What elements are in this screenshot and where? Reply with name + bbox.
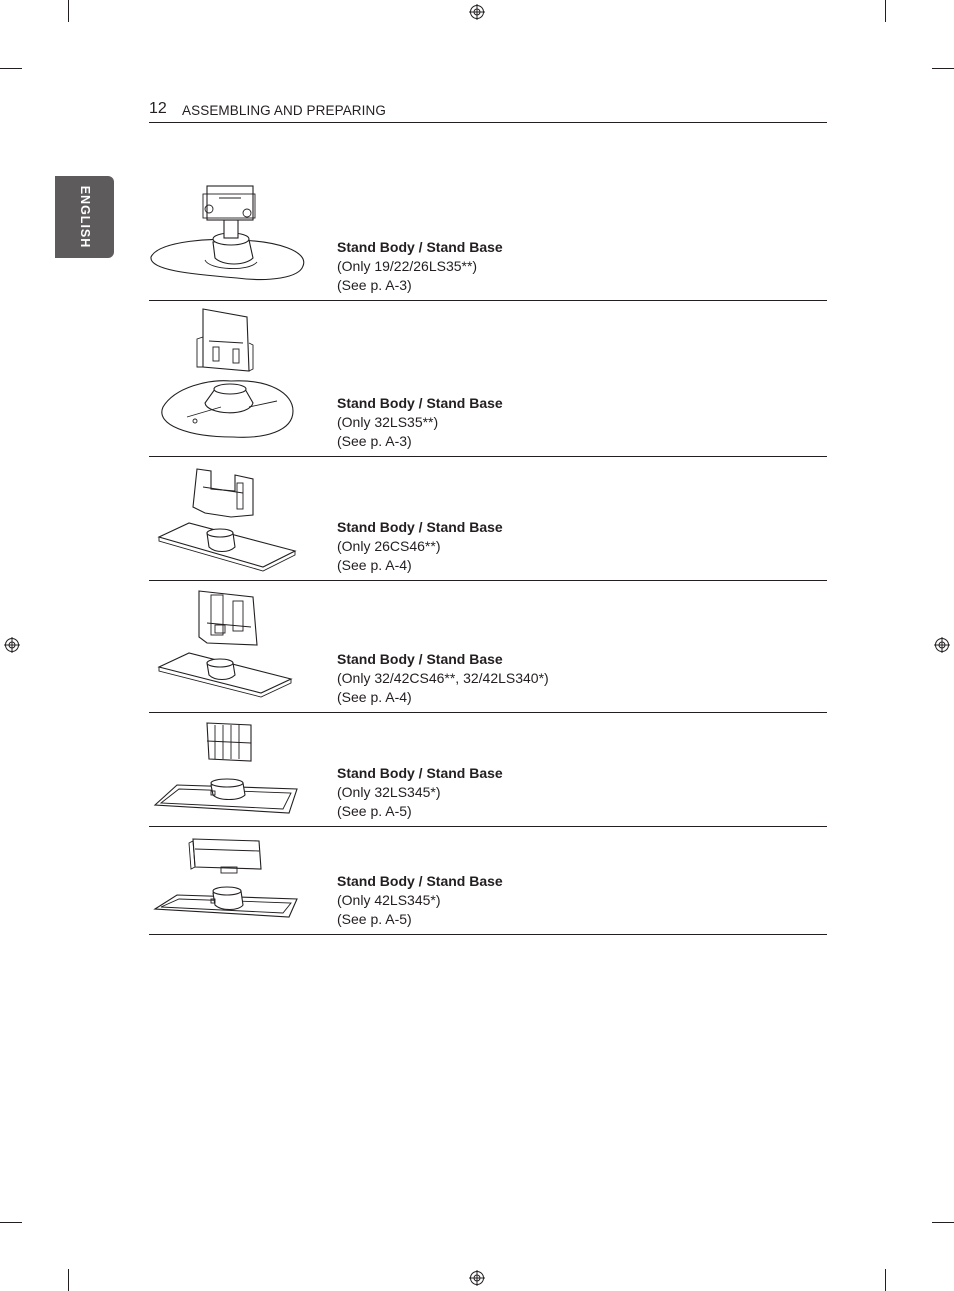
item-models: (Only 42LS345*) <box>337 892 441 908</box>
table-row <box>149 827 827 935</box>
table-row <box>149 581 827 713</box>
crop-mark <box>932 1222 954 1223</box>
table-row <box>149 457 827 581</box>
item-title: Stand Body / Stand Base <box>337 239 503 255</box>
item-title: Stand Body / Stand Base <box>337 395 503 411</box>
page-header <box>149 100 827 123</box>
registration-mark-icon <box>4 637 20 653</box>
table-row <box>149 176 827 301</box>
stand-body-base-illustration <box>149 182 314 294</box>
crop-mark <box>0 68 22 69</box>
table-row <box>149 713 827 827</box>
page-number: 12 <box>149 100 167 117</box>
item-reference: (See p. A-4) <box>337 557 412 573</box>
item-description <box>337 518 503 575</box>
item-title: Stand Body / Stand Base <box>337 873 503 889</box>
item-title: Stand Body / Stand Base <box>337 519 503 535</box>
item-reference: (See p. A-4) <box>337 689 412 705</box>
item-models: (Only 32/42CS46**, 32/42LS340*) <box>337 670 549 686</box>
crop-mark <box>932 68 954 69</box>
table-row <box>149 301 827 457</box>
registration-mark-icon <box>934 637 950 653</box>
parts-table <box>149 176 827 935</box>
item-reference: (See p. A-3) <box>337 277 412 293</box>
language-tab <box>55 176 114 258</box>
crop-mark <box>0 1222 22 1223</box>
stand-body-base-illustration <box>149 463 314 575</box>
item-title: Stand Body / Stand Base <box>337 765 503 781</box>
item-reference: (See p. A-3) <box>337 433 412 449</box>
item-title: Stand Body / Stand Base <box>337 651 503 667</box>
item-description <box>337 872 503 929</box>
item-description <box>337 650 549 707</box>
language-tab-label: ENGLISH <box>77 185 92 249</box>
crop-mark <box>68 0 69 22</box>
item-reference: (See p. A-5) <box>337 911 412 927</box>
item-description <box>337 394 503 451</box>
crop-mark <box>885 1269 886 1291</box>
stand-body-base-illustration <box>149 307 314 452</box>
item-models: (Only 26CS46**) <box>337 538 441 554</box>
registration-mark-icon <box>469 1270 485 1286</box>
stand-body-base-illustration <box>149 719 314 823</box>
stand-body-base-illustration <box>149 587 314 707</box>
stand-body-base-illustration <box>149 833 314 931</box>
crop-mark <box>68 1269 69 1291</box>
crop-mark <box>885 0 886 22</box>
item-models: (Only 32LS35**) <box>337 414 439 430</box>
section-title: ASSEMBLING AND PREPARING <box>182 103 386 118</box>
item-models: (Only 19/22/26LS35**) <box>337 258 478 274</box>
registration-mark-icon <box>469 4 485 20</box>
item-reference: (See p. A-5) <box>337 803 412 819</box>
item-models: (Only 32LS345*) <box>337 784 441 800</box>
item-description <box>337 238 503 295</box>
item-description <box>337 764 503 821</box>
